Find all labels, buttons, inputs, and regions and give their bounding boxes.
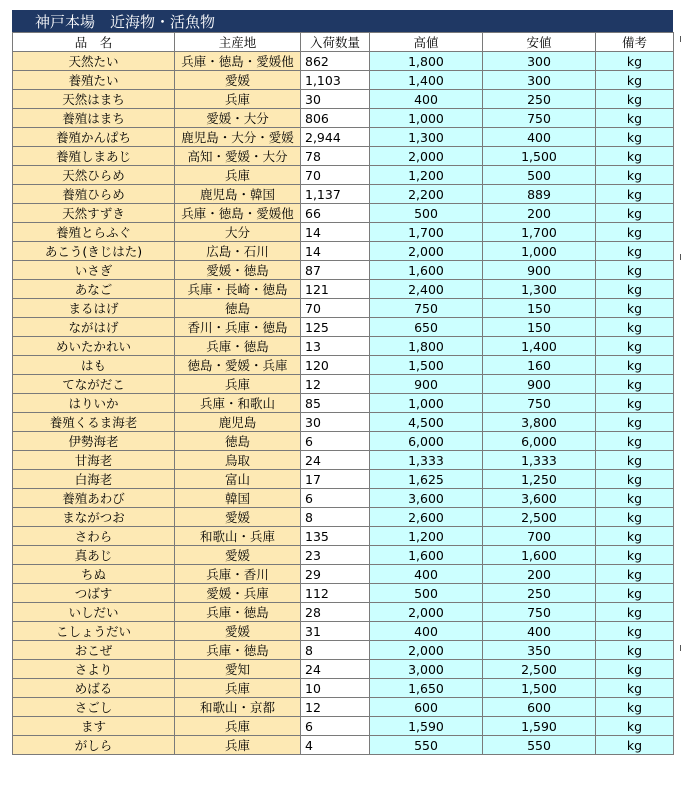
cell-quantity: 13 [301,337,370,356]
cell-high-price: 400 [370,622,483,641]
cell-low-price: 6,000 [483,432,596,451]
cell-item-name: 養殖はまち [13,109,175,128]
cell-unit: kg [596,185,674,204]
cell-unit: kg [596,318,674,337]
cell-item-name: 天然すずき [13,204,175,223]
cell-unit: kg [596,356,674,375]
cell-high-price: 1,500 [370,356,483,375]
cell-low-price: 900 [483,375,596,394]
cell-origin: 愛知 [175,660,301,679]
sheet-title: 神戸本場 近海物・活魚物 [12,10,673,32]
cell-origin: 兵庫・長崎・徳島 [175,280,301,299]
cell-quantity: 112 [301,584,370,603]
cell-origin: 高知・愛媛・大分 [175,147,301,166]
cell-quantity: 12 [301,698,370,717]
cell-low-price: 1,400 [483,337,596,356]
cell-high-price: 1,650 [370,679,483,698]
cell-item-name: いしだい [13,603,175,622]
cell-high-price: 1,800 [370,337,483,356]
cell-origin: 愛媛 [175,622,301,641]
cell-item-name: さわら [13,527,175,546]
table-row [13,717,674,736]
column-header-low-price: 安値 [483,33,596,52]
cell-unit: kg [596,660,674,679]
cell-high-price: 3,000 [370,660,483,679]
cell-item-name: まるはげ [13,299,175,318]
table-row [13,375,674,394]
cell-item-name: めばる [13,679,175,698]
cell-high-price: 4,500 [370,413,483,432]
cell-high-price: 650 [370,318,483,337]
cell-quantity: 806 [301,109,370,128]
cell-item-name: 甘海老 [13,451,175,470]
cell-unit: kg [596,166,674,185]
cell-unit: kg [596,546,674,565]
cell-quantity: 31 [301,622,370,641]
cell-quantity: 121 [301,280,370,299]
cell-quantity: 6 [301,717,370,736]
cell-origin: 徳島・愛媛・兵庫 [175,356,301,375]
cell-unit: kg [596,717,674,736]
cell-item-name: 天然ひらめ [13,166,175,185]
cell-high-price: 2,000 [370,603,483,622]
cell-low-price: 150 [483,318,596,337]
cell-unit: kg [596,432,674,451]
cell-unit: kg [596,584,674,603]
cell-origin: 兵庫・徳島 [175,641,301,660]
cell-item-name: めいたかれい [13,337,175,356]
cell-origin: 兵庫 [175,166,301,185]
cell-low-price: 150 [483,299,596,318]
cell-origin: 愛媛 [175,546,301,565]
cell-origin: 鹿児島・大分・愛媛 [175,128,301,147]
price-table [12,32,674,755]
cell-origin: 兵庫・徳島 [175,337,301,356]
cell-origin: 香川・兵庫・徳島 [175,318,301,337]
cell-low-price: 350 [483,641,596,660]
cell-item-name: 養殖しまあじ [13,147,175,166]
cell-low-price: 3,600 [483,489,596,508]
cell-quantity: 30 [301,90,370,109]
cell-low-price: 1,000 [483,242,596,261]
cell-quantity: 4 [301,736,370,755]
cell-low-price: 750 [483,603,596,622]
cell-unit: kg [596,736,674,755]
cell-low-price: 1,300 [483,280,596,299]
cell-high-price: 1,600 [370,546,483,565]
table-row [13,242,674,261]
cell-item-name: 真あじ [13,546,175,565]
table-row [13,90,674,109]
cell-unit: kg [596,128,674,147]
edge-mark [680,645,681,651]
table-row [13,71,674,90]
table-row [13,641,674,660]
cell-origin: 兵庫・徳島・愛媛他 [175,52,301,71]
cell-item-name: まながつお [13,508,175,527]
cell-low-price: 1,590 [483,717,596,736]
cell-item-name: 天然たい [13,52,175,71]
cell-high-price: 600 [370,698,483,717]
cell-unit: kg [596,527,674,546]
cell-item-name: 伊勢海老 [13,432,175,451]
table-row [13,52,674,71]
cell-unit: kg [596,565,674,584]
table-row [13,432,674,451]
cell-high-price: 750 [370,299,483,318]
cell-unit: kg [596,394,674,413]
cell-unit: kg [596,242,674,261]
cell-high-price: 2,600 [370,508,483,527]
cell-unit: kg [596,489,674,508]
cell-unit: kg [596,109,674,128]
cell-quantity: 78 [301,147,370,166]
cell-item-name: さごし [13,698,175,717]
column-header-note: 備考 [596,33,674,52]
cell-high-price: 1,300 [370,128,483,147]
cell-unit: kg [596,71,674,90]
table-row [13,413,674,432]
cell-high-price: 500 [370,204,483,223]
cell-item-name: 養殖かんぱち [13,128,175,147]
cell-high-price: 1,700 [370,223,483,242]
cell-unit: kg [596,413,674,432]
table-row [13,128,674,147]
table-row [13,299,674,318]
cell-quantity: 862 [301,52,370,71]
cell-origin: 兵庫 [175,375,301,394]
cell-quantity: 1,103 [301,71,370,90]
cell-item-name: こしょうだい [13,622,175,641]
table-row [13,261,674,280]
cell-unit: kg [596,90,674,109]
cell-origin: 兵庫・香川 [175,565,301,584]
table-row [13,223,674,242]
cell-quantity: 135 [301,527,370,546]
column-header-high-price: 高値 [370,33,483,52]
cell-quantity: 24 [301,451,370,470]
cell-high-price: 550 [370,736,483,755]
cell-unit: kg [596,261,674,280]
table-row [13,603,674,622]
cell-unit: kg [596,508,674,527]
cell-origin: 鹿児島・韓国 [175,185,301,204]
table-row [13,318,674,337]
table-row [13,109,674,128]
cell-item-name: 養殖たい [13,71,175,90]
cell-high-price: 1,400 [370,71,483,90]
cell-low-price: 1,700 [483,223,596,242]
cell-origin: 兵庫 [175,717,301,736]
table-row [13,185,674,204]
cell-quantity: 87 [301,261,370,280]
cell-item-name: さより [13,660,175,679]
header-row [13,33,674,52]
cell-item-name: ちぬ [13,565,175,584]
cell-item-name: 養殖くるま海老 [13,413,175,432]
cell-quantity: 14 [301,242,370,261]
cell-origin: 鳥取 [175,451,301,470]
table-row [13,470,674,489]
cell-low-price: 200 [483,565,596,584]
cell-quantity: 14 [301,223,370,242]
cell-quantity: 12 [301,375,370,394]
cell-origin: 韓国 [175,489,301,508]
cell-high-price: 1,000 [370,109,483,128]
cell-item-name: はりいか [13,394,175,413]
cell-high-price: 1,625 [370,470,483,489]
cell-high-price: 400 [370,90,483,109]
cell-high-price: 1,800 [370,52,483,71]
cell-quantity: 28 [301,603,370,622]
cell-item-name: はも [13,356,175,375]
cell-quantity: 10 [301,679,370,698]
cell-low-price: 500 [483,166,596,185]
cell-high-price: 500 [370,584,483,603]
cell-origin: 兵庫 [175,679,301,698]
cell-item-name: ながはげ [13,318,175,337]
table-row [13,565,674,584]
cell-origin: 愛媛・兵庫 [175,584,301,603]
table-row [13,546,674,565]
column-header-name: 品 名 [13,33,175,52]
cell-unit: kg [596,52,674,71]
cell-unit: kg [596,470,674,489]
cell-high-price: 3,600 [370,489,483,508]
table-row [13,166,674,185]
cell-low-price: 2,500 [483,508,596,527]
cell-origin: 兵庫 [175,736,301,755]
cell-item-name: 養殖あわび [13,489,175,508]
cell-high-price: 1,200 [370,527,483,546]
cell-low-price: 3,800 [483,413,596,432]
table-row [13,451,674,470]
cell-quantity: 1,137 [301,185,370,204]
cell-low-price: 600 [483,698,596,717]
cell-item-name: 白海老 [13,470,175,489]
cell-low-price: 200 [483,204,596,223]
cell-quantity: 70 [301,166,370,185]
cell-item-name: 養殖とらふぐ [13,223,175,242]
table-row [13,147,674,166]
table-row [13,489,674,508]
cell-origin: 和歌山・京都 [175,698,301,717]
table-row [13,584,674,603]
cell-item-name: てながだこ [13,375,175,394]
cell-high-price: 1,333 [370,451,483,470]
cell-item-name: がしら [13,736,175,755]
cell-origin: 愛媛・大分 [175,109,301,128]
cell-unit: kg [596,223,674,242]
cell-high-price: 2,400 [370,280,483,299]
cell-origin: 徳島 [175,432,301,451]
table-row [13,356,674,375]
cell-unit: kg [596,204,674,223]
cell-unit: kg [596,375,674,394]
cell-low-price: 1,600 [483,546,596,565]
cell-origin: 広島・石川 [175,242,301,261]
cell-unit: kg [596,679,674,698]
table-row [13,622,674,641]
cell-high-price: 1,200 [370,166,483,185]
cell-item-name: いさぎ [13,261,175,280]
cell-quantity: 85 [301,394,370,413]
cell-origin: 愛媛 [175,71,301,90]
cell-origin: 兵庫・徳島 [175,603,301,622]
cell-item-name: おこぜ [13,641,175,660]
table-row [13,337,674,356]
edge-mark [680,254,681,260]
cell-low-price: 1,250 [483,470,596,489]
column-header-quantity: 入荷数量 [301,33,370,52]
cell-high-price: 6,000 [370,432,483,451]
cell-unit: kg [596,641,674,660]
cell-origin: 兵庫・和歌山 [175,394,301,413]
cell-low-price: 250 [483,90,596,109]
cell-quantity: 17 [301,470,370,489]
cell-low-price: 1,500 [483,679,596,698]
cell-high-price: 2,000 [370,242,483,261]
cell-high-price: 1,590 [370,717,483,736]
edge-mark [680,36,681,42]
cell-high-price: 1,600 [370,261,483,280]
cell-origin: 兵庫 [175,90,301,109]
table-row [13,698,674,717]
cell-high-price: 2,000 [370,147,483,166]
cell-unit: kg [596,603,674,622]
cell-low-price: 750 [483,109,596,128]
cell-unit: kg [596,337,674,356]
cell-unit: kg [596,299,674,318]
cell-low-price: 750 [483,394,596,413]
table-row [13,679,674,698]
cell-item-name: 養殖ひらめ [13,185,175,204]
cell-low-price: 550 [483,736,596,755]
table-row [13,660,674,679]
cell-quantity: 70 [301,299,370,318]
cell-origin: 兵庫・徳島・愛媛他 [175,204,301,223]
cell-low-price: 1,333 [483,451,596,470]
cell-low-price: 400 [483,128,596,147]
cell-item-name: あこう(きじはた) [13,242,175,261]
cell-low-price: 1,500 [483,147,596,166]
cell-low-price: 700 [483,527,596,546]
cell-quantity: 8 [301,508,370,527]
cell-item-name: 天然はまち [13,90,175,109]
cell-quantity: 66 [301,204,370,223]
cell-origin: 和歌山・兵庫 [175,527,301,546]
cell-item-name: あなご [13,280,175,299]
cell-high-price: 400 [370,565,483,584]
cell-high-price: 900 [370,375,483,394]
cell-origin: 愛媛 [175,508,301,527]
cell-high-price: 1,000 [370,394,483,413]
cell-origin: 富山 [175,470,301,489]
market-price-sheet [12,10,673,755]
cell-origin: 愛媛・徳島 [175,261,301,280]
table-row [13,204,674,223]
cell-quantity: 8 [301,641,370,660]
cell-quantity: 29 [301,565,370,584]
cell-quantity: 120 [301,356,370,375]
cell-low-price: 300 [483,52,596,71]
cell-low-price: 900 [483,261,596,280]
cell-origin: 鹿児島 [175,413,301,432]
table-row [13,508,674,527]
cell-quantity: 6 [301,489,370,508]
cell-origin: 徳島 [175,299,301,318]
cell-low-price: 300 [483,71,596,90]
column-header-origin: 主産地 [175,33,301,52]
cell-quantity: 23 [301,546,370,565]
cell-unit: kg [596,622,674,641]
cell-high-price: 2,200 [370,185,483,204]
cell-unit: kg [596,698,674,717]
cell-low-price: 889 [483,185,596,204]
cell-unit: kg [596,280,674,299]
cell-origin: 大分 [175,223,301,242]
cell-quantity: 24 [301,660,370,679]
cell-low-price: 250 [483,584,596,603]
table-row [13,736,674,755]
cell-quantity: 2,944 [301,128,370,147]
cell-quantity: 30 [301,413,370,432]
cell-item-name: つばす [13,584,175,603]
cell-item-name: ます [13,717,175,736]
table-row [13,280,674,299]
cell-unit: kg [596,147,674,166]
cell-quantity: 6 [301,432,370,451]
cell-low-price: 2,500 [483,660,596,679]
cell-high-price: 2,000 [370,641,483,660]
table-row [13,394,674,413]
cell-low-price: 400 [483,622,596,641]
table-row [13,527,674,546]
cell-low-price: 160 [483,356,596,375]
cell-unit: kg [596,451,674,470]
cell-quantity: 125 [301,318,370,337]
